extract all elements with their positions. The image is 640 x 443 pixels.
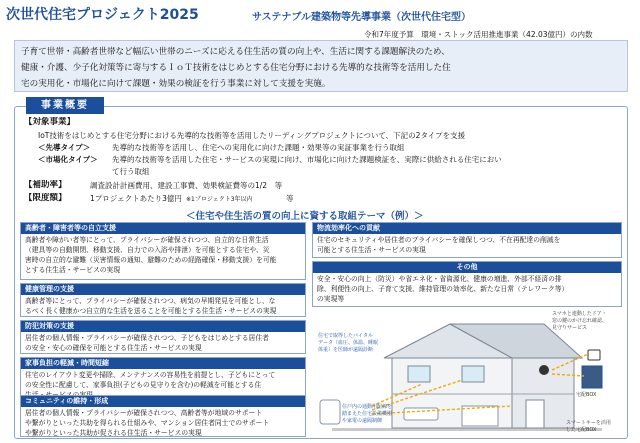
note-line: 住宅で取得したバイタル <box>318 333 374 339</box>
theme-line: とする住生活・サービスの実現 <box>25 266 121 274</box>
type-market-desc: 先導的な技術等を活用した住宅・サービスの実現に向け、市場化に向けた課題検証を、実際に供給される住宅におい <box>112 155 502 164</box>
theme-line: 居住者の個人情報・プライバシーが確保されつつ、子どもをはじめとする居住者 <box>25 334 269 342</box>
note-line: や家電の遠隔制御 <box>342 418 383 424</box>
note-line: した宅配BOX <box>566 427 597 433</box>
theme-box-independence <box>20 222 306 280</box>
theme-line: や繋がりといった共助が促される住生活・サービスの実現 <box>25 429 202 437</box>
target-heading: 【対象事業】 <box>24 117 76 127</box>
bed-icon <box>404 408 438 420</box>
theme-box-other <box>312 261 622 307</box>
delivery-box-label: 宅配BOX <box>576 392 597 398</box>
theme-line: 可能とする住生活・サービスの実現 <box>317 246 426 254</box>
illustration-note-remote <box>342 404 392 425</box>
theme-line: 高齢者や障がい者等にとって、プライバシーが確保されつつ、自立的な日常生活 <box>25 236 269 244</box>
subsidy-label: 【補助率】 <box>24 180 67 190</box>
theme-line: 住宅のレイアウト変更や掃除、メンテナンスの容易性を前提とし、子どもにとって <box>25 371 276 379</box>
target-text: IoT技術をはじめとする住宅分野における先導的な技術等を活用したリーディングプロジェクトについて、下記の2タイプを支援 <box>38 131 466 140</box>
theme-line: るべく長く健康かつ自立的な生活を送ることを可能とする住生活・サービスの実現 <box>25 307 277 315</box>
theme-title: ＜住宅や住生活の質の向上に資する取組テーマ（例）＞ <box>186 211 424 222</box>
theme-box-title: 高齢者・障害者等の自立支援 <box>21 223 305 234</box>
theme-box-title: 健康管理の支援 <box>21 284 305 295</box>
theme-box-community <box>20 395 306 437</box>
window-icon <box>408 366 430 382</box>
note-line: データ（血圧、体温、睡眠 <box>318 340 379 346</box>
theme-line: の実現等 <box>317 295 345 303</box>
intro-box <box>14 40 628 92</box>
theme-box-health <box>20 283 306 317</box>
toilet-icon <box>320 400 340 424</box>
type-market-cont: て行う取組 <box>112 167 150 176</box>
illustration-note-vitals <box>318 333 378 354</box>
budget-note: 令和7年度予算 環境・ストック活用推進事業（42.03億円）の内数 <box>364 30 593 39</box>
delivery-box-icon <box>582 366 602 388</box>
theme-box-title: 防犯対策の支援 <box>21 321 305 332</box>
note-line: 体重）を医師が遠隔診断 <box>318 347 374 353</box>
limit-note: ※1プロジェクト3年以内 <box>186 196 253 203</box>
theme-line: 住宅のセキュリティや居住者のプライバシーを確保しつつ、不在再配達の削減を <box>317 236 561 244</box>
type-lead-name: ＜先導タイプ＞ <box>38 143 91 152</box>
theme-line: 除、利便性の向上、子育て支援、維持管理の効率化、新たな日常（テレワーク等） <box>317 285 569 293</box>
type-lead-desc: 先導的な技術等を活用し、住宅への実用化に向けた課題・効果等の実証事業を行う取組 <box>112 143 405 152</box>
door-icon <box>526 400 544 428</box>
theme-box-title: 家事負担の軽減・時間短縮 <box>21 358 305 369</box>
section-label: 事業概要 <box>26 97 104 114</box>
theme-line: （建具等の自動開閉、移動支援、自力での入浴や排泄）を可能とする住宅や、災 <box>25 246 270 254</box>
theme-box-housework <box>20 357 306 399</box>
project-title: 次世代住宅プロジェクト2025 <box>6 7 199 23</box>
note-line: スマホと連動したドア・ <box>552 311 607 317</box>
theme-line: の安全性に配慮して、家事負担(子どもの見守りを含む)の軽減を可能とする住 <box>25 381 262 389</box>
illustration-note-delivery <box>566 420 611 434</box>
type-market-name: ＜市場化タイプ＞ <box>38 155 98 164</box>
theme-box-title: 物流効率化への貢献 <box>313 223 621 234</box>
note-line: 窓の鍵のかけ忘れ確認、 <box>552 318 608 324</box>
theme-line: 居住者の個人情報・プライバシーが確保されつつ、高齢者等が地域のサポート <box>25 409 263 417</box>
illustration-note-smartphone <box>552 311 607 332</box>
intro-line: 子育て世帯・高齢者世帯など幅広い世帯のニーズに応える住生活の質の向上や、生活に関する課題解決のため、 <box>21 47 450 57</box>
theme-line: 高齢者等にとって、プライバシーが確保されつつ、病気の早期発見を可能とし、な <box>25 297 276 305</box>
camera-icon <box>539 365 549 375</box>
limit-tail: 等 <box>286 194 294 203</box>
note-line: スマートキーを活用 <box>566 420 611 426</box>
theme-box-title: その他 <box>313 262 621 273</box>
limit-text: 1プロジェクトあたり3億円 <box>90 194 182 203</box>
project-subtitle: サステナブル建築物等先導事業（次世代住宅型） <box>252 12 471 23</box>
note-line: 見守りサービス <box>552 325 588 331</box>
theme-box-logistics <box>312 222 622 258</box>
phone-icon <box>588 350 600 360</box>
theme-box-security <box>20 320 306 354</box>
note-line: 住戸内の通動用配線を <box>342 404 393 410</box>
subsidy-text: 調査設計計画費用、建設工事費、効果検証費等の1/2 等 <box>90 181 283 190</box>
window-icon <box>462 366 484 382</box>
note-line: 踏まえた住宅設備機器 <box>342 411 393 417</box>
theme-line: や繋がりといった共助を得られる仕組みや、マンション居住者同士でのサポート <box>25 419 270 427</box>
theme-line: 安全・安心の向上（防災）や省エネ化・省資源化、健康の増進、外部不経済の排 <box>317 275 562 283</box>
limit-label: 【限度額】 <box>24 193 67 203</box>
intro-line: 健康・介護、少子化対策等に寄与するＩｏＴ技術をはじめとする住宅分野における先導的な技術等を活用した住 <box>21 63 451 73</box>
intro-line: 宅の実用化・市場化に向けて課題・効果の検証を行う事業に対して支援を実施。 <box>21 79 331 89</box>
theme-line: の安全・安心の確保を可能とする住生活・サービスの実現 <box>25 344 202 352</box>
theme-line: 害時の自立的な避難（災害情報の通知、避難のための経路確保・移動支援）を可能 <box>25 256 277 264</box>
theme-box-title: コミュニティの維持・形成 <box>21 396 305 407</box>
